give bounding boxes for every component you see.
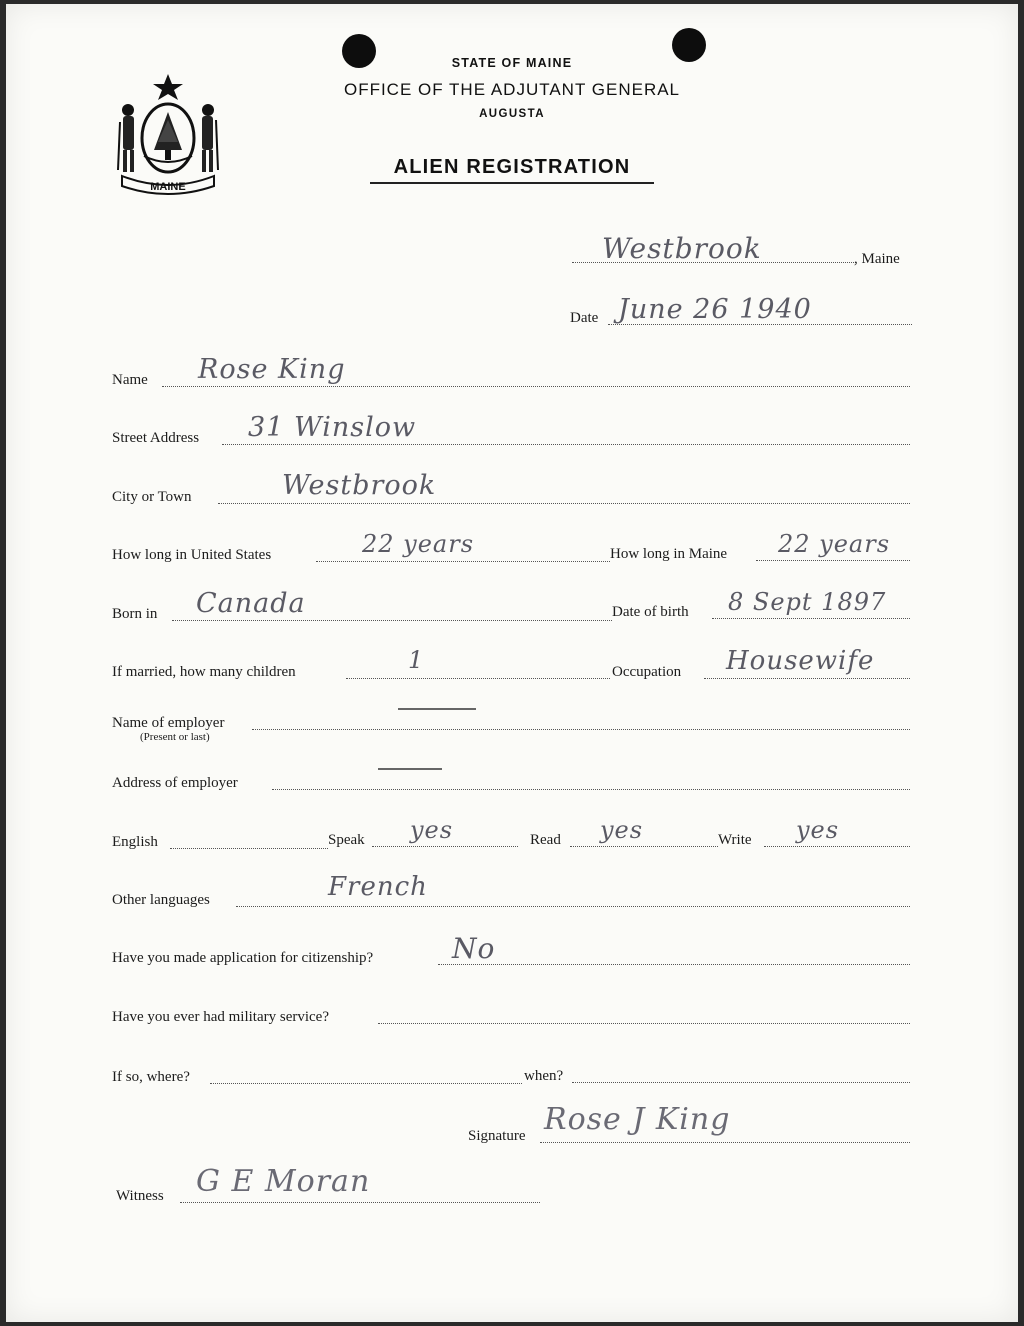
- place-value: Westbrook: [602, 232, 762, 265]
- dob-line: [712, 618, 910, 619]
- date-of-birth-label: Date of birth: [612, 604, 689, 620]
- other-languages-value: French: [328, 872, 428, 902]
- when-line: [572, 1082, 910, 1083]
- city-value: Westbrook: [282, 470, 437, 501]
- how-long-maine-value: 22 years: [778, 530, 891, 558]
- title-underline: [370, 182, 654, 184]
- children-label: If married, how many children: [112, 664, 296, 680]
- write-label: Write: [718, 832, 752, 848]
- citizenship-label: Have you made application for citizenship?: [112, 950, 374, 966]
- form-sheet: [6, 4, 1018, 1322]
- employer-label: Name of employer: [112, 715, 225, 731]
- read-line: [570, 846, 718, 847]
- other-languages-label: Other languages: [112, 892, 210, 908]
- maine-line: [756, 560, 910, 561]
- children-line: [346, 678, 610, 679]
- street-address-value: 31 Winslow: [248, 412, 417, 443]
- employer-address-dash: [378, 768, 442, 770]
- employer-dash: [398, 708, 476, 710]
- english-label: English: [112, 834, 158, 850]
- occupation-label: Occupation: [612, 664, 682, 680]
- street-address-label: Street Address: [112, 430, 200, 446]
- employer-line: [252, 729, 910, 730]
- occupation-line: [704, 678, 910, 679]
- where-line: [210, 1083, 522, 1084]
- seal-text: MAINE: [150, 181, 186, 193]
- signature-line: [540, 1142, 910, 1143]
- signature-value: Rose J King: [544, 1102, 731, 1137]
- when-label: when?: [524, 1068, 564, 1084]
- header-state: STATE OF MAINE: [451, 56, 573, 70]
- witness-value: G E Moran: [196, 1164, 371, 1199]
- speak-label: Speak: [328, 832, 365, 848]
- english-line: [170, 848, 328, 849]
- date-value: June 26 1940: [618, 294, 812, 325]
- born-line: [172, 620, 612, 621]
- occupation-value: Housewife: [726, 646, 875, 676]
- employer-sublabel: (Present or last): [140, 731, 210, 743]
- city-line: [218, 503, 910, 504]
- place-suffix: , Maine: [854, 251, 900, 267]
- form-title: ALIEN REGISTRATION: [393, 156, 631, 178]
- employer-address-line: [272, 789, 910, 790]
- name-value: Rose King: [198, 354, 346, 385]
- witness-line: [180, 1202, 540, 1203]
- born-in-label: Born in: [112, 606, 158, 622]
- date-label: Date: [570, 310, 599, 326]
- speak-value: yes: [410, 816, 454, 844]
- city-label: City or Town: [112, 489, 192, 505]
- street-line: [222, 444, 910, 445]
- speak-line: [372, 846, 518, 847]
- how-long-us-value: 22 years: [362, 530, 475, 558]
- born-in-value: Canada: [196, 588, 306, 619]
- witness-label: Witness: [116, 1188, 164, 1204]
- read-label: Read: [530, 832, 561, 848]
- name-line: [162, 386, 910, 387]
- write-value: yes: [796, 816, 840, 844]
- citizenship-line: [438, 964, 910, 965]
- read-value: yes: [600, 816, 644, 844]
- citizenship-value: No: [452, 932, 496, 965]
- military-line: [378, 1023, 910, 1024]
- header-city: AUGUSTA: [479, 108, 545, 120]
- header-office: OFFICE OF THE ADJUTANT GENERAL: [343, 80, 681, 99]
- other-languages-line: [236, 906, 910, 907]
- how-long-us-label: How long in United States: [112, 547, 272, 563]
- where-label: If so, where?: [112, 1069, 190, 1085]
- name-label: Name: [112, 372, 148, 388]
- military-service-label: Have you ever had military service?: [112, 1009, 329, 1025]
- how-long-maine-label: How long in Maine: [610, 546, 728, 562]
- write-line: [764, 846, 910, 847]
- employer-address-label: Address of employer: [112, 775, 238, 791]
- date-of-birth-value: 8 Sept 1897: [728, 588, 887, 616]
- us-line: [316, 561, 610, 562]
- signature-label: Signature: [468, 1128, 526, 1144]
- children-value: 1: [408, 646, 425, 674]
